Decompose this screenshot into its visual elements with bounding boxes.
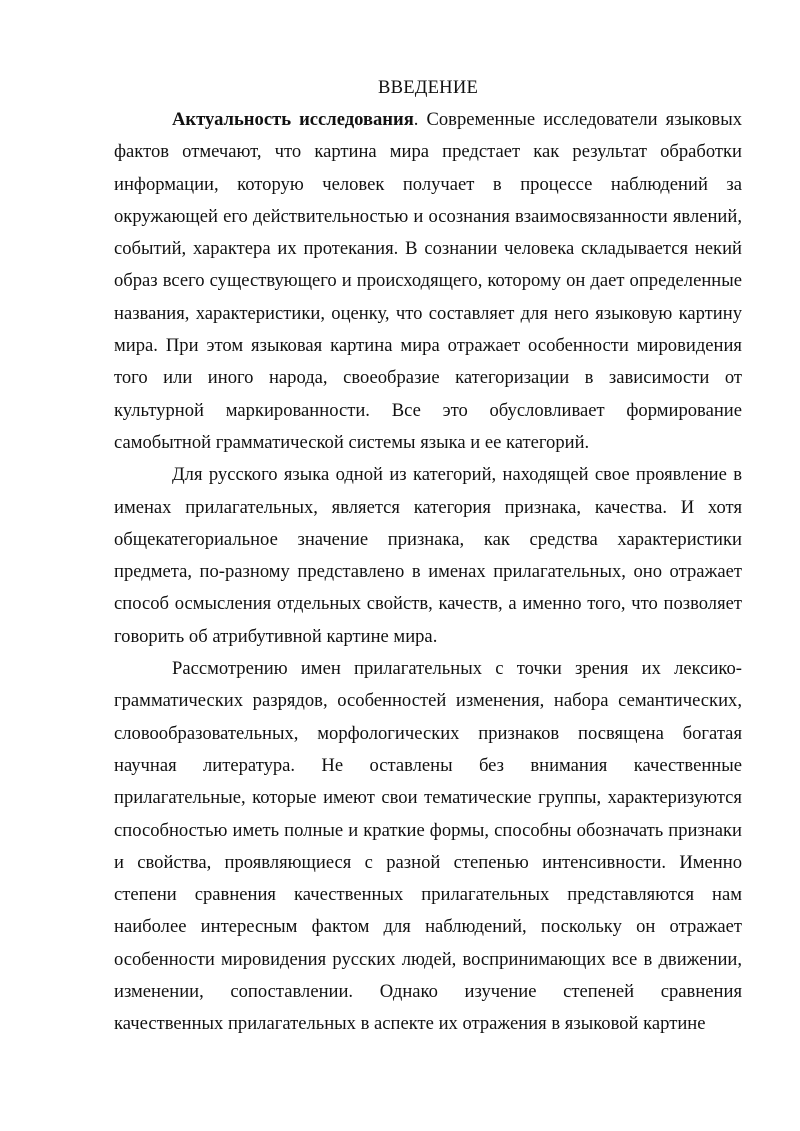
paragraph-relevance: [114, 104, 742, 459]
paragraph-literature: [114, 653, 742, 1041]
paragraph-lead-bold: Актуальность исследования: [172, 109, 414, 130]
paragraph-category: [114, 459, 742, 653]
paragraph-text: Для русского языка одной из категорий, находящей свое проявление в именах прилагательных, является категория признака, качества. И хотя общекатегориальное значение признака, как средства характеристики предмета, по-разному представлено в именах прилагательных, оно отражает способ осмысления отдельных свойств, качеств, а именно того, что позволяет говорить об атрибутивной картине мира.: [114, 464, 742, 647]
paragraph-text: Рассмотрению имен прилагательных с точки зрения их лексико-грамматических разрядов, особенностей изменения, набора семантических, словообразовательных, морфологических признаков посвящена богатая научная литература. Не оставлены без внимания качественные прилагательные, которые имеют свои тематические группы, характеризуются способностью иметь полные и краткие формы, способны обозначать признаки и свойства, проявляющиеся с разной степенью интенсивности. Именно степени сравнения качественных прилагательных представляются нам наиболее интересным фактом для наблюдений, поскольку он отражает особенности мировидения русских людей, воспринимающих все в движении, изменении, сопоставлении. Однако изучение степеней сравнения качественных прилагательных в аспекте их отражения в языковой картине: [114, 658, 742, 1035]
section-title: ВВЕДЕНИЕ: [377, 77, 479, 98]
paragraph-text: . Современные исследователи языковых фактов отмечают, что картина мира предстает как результат обработки информации, которую человек получает в процессе наблюдений за окружающей его действительностью и осознания взаимосвязанности явлений, событий, характера их протекания. В сознании человека складывается некий образ всего существующего и происходящего, которому он дает определенные названия, характеристики, оценку, что составляет для него языковую картину мира. При этом языковая картина мира отражает особенности мировидения того или иного народа, своеобразие категоризации в зависимости от культурной маркированности. Все это обусловливает формирование самобытной грамматической системы языка и ее категорий.: [114, 109, 743, 453]
document-page: [114, 72, 742, 1041]
